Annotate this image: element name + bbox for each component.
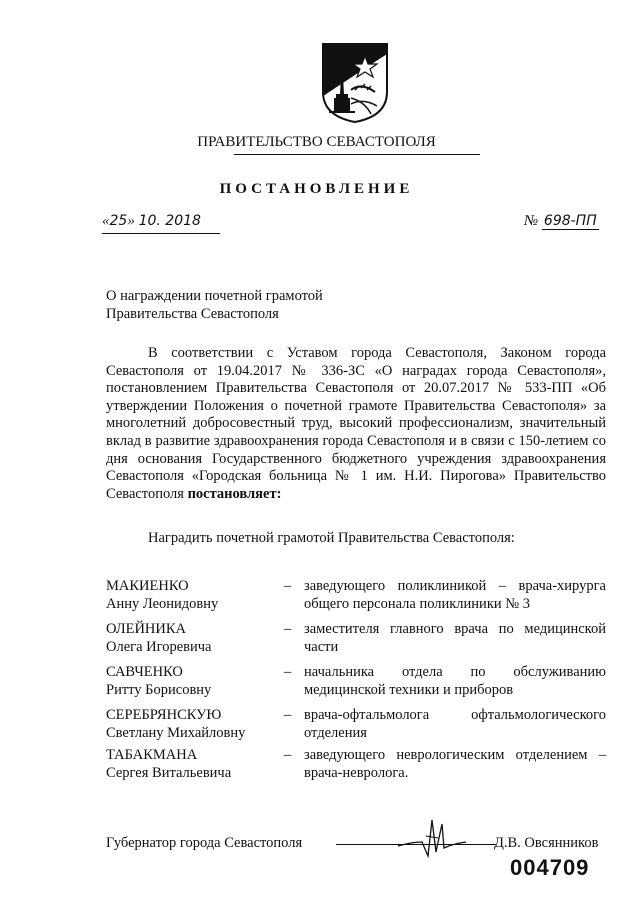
decision-colon: : <box>276 485 282 502</box>
date-open-quote: « <box>102 213 110 229</box>
recipient-row <box>106 578 606 614</box>
recipient-given-names: Олега Игоревича <box>106 638 212 655</box>
government-name: ПРАВИТЕЛЬСТВО СЕВАСТОПОЛЯ <box>197 134 436 150</box>
document-date <box>102 213 220 234</box>
recipient-row <box>106 747 606 783</box>
recipient-surname: МАКИЕНКО <box>106 578 189 594</box>
recipient-name <box>106 578 276 613</box>
recipient-dash: – <box>284 578 292 594</box>
handwritten-signature-icon <box>392 812 472 862</box>
recipient-row <box>106 707 606 743</box>
recipient-row <box>106 664 606 700</box>
document-number <box>524 213 608 233</box>
recipient-position: заведующего поликлиникой – врача-хирурга общего персонала поликлиники № 3 <box>304 578 606 612</box>
coat-of-arms-icon <box>321 42 389 124</box>
subject-block <box>106 287 406 323</box>
recipient-name <box>106 707 276 742</box>
recipient-position: начальника отдела по обслуживанию медицинской техники и приборов <box>304 664 606 698</box>
government-underline <box>234 154 480 155</box>
signatory-name: Д.В. Овсянников <box>494 835 599 851</box>
preamble-text: В соответствии с Уставом города Севастополя, Законом города Севастополя от 19.04.2017 № 336-ЗС «О наградах города Севастополя», постановлением Правительства Севастополя от 20.07.2017 № 533-ПП «Об утверждении Положения о почетной грамоте Правительства Севастополя» за многолетний добросовестный труд, высокий профессионализм, значительный вклад в развитие здравоохранения города Севастополя и в связи с 150-летием со дня основания Государственного бюджетного учреждения здравоохранения Севастополя «Городская больница № 1 им. Н.И. Пирогова» Правительство Севастополя <box>106 345 606 502</box>
date-month-year: 10. 2018 <box>138 213 201 229</box>
recipient-row <box>106 621 606 657</box>
serial-number: 004709 <box>510 855 590 880</box>
number-label: № <box>524 213 539 229</box>
recipient-given-names: Анну Леонидовну <box>106 595 219 612</box>
recipient-dash: – <box>284 707 292 723</box>
recipient-position: заместителя главного врача по медицинской части <box>304 621 606 655</box>
subject-line-2: Правительства Севастополя <box>106 306 279 322</box>
recipient-position: заведующего неврологическим отделением – врача-невролога. <box>304 747 606 781</box>
recipient-name <box>106 664 276 699</box>
date-close-quote: » <box>127 213 135 229</box>
recipient-dash: – <box>284 747 292 763</box>
document-type-title: ПОСТАНОВЛЕНИЕ <box>219 181 414 197</box>
recipient-surname: ТАБАКМАНА <box>106 747 198 763</box>
signatory-title: Губернатор города Севастополя <box>106 835 303 851</box>
subject-line-1: О награждении почетной грамотой <box>106 288 323 304</box>
recipient-dash: – <box>284 664 292 680</box>
decision-word: постановляет <box>187 485 277 502</box>
recipient-name <box>106 747 276 782</box>
recipient-surname: ОЛЕЙНИКА <box>106 621 186 637</box>
recipient-given-names: Сергея Витальевича <box>106 764 232 781</box>
recipient-name <box>106 621 276 656</box>
recipient-given-names: Ритту Борисовну <box>106 681 212 698</box>
award-intro: Наградить почетной грамотой Правительства Севастополя: <box>148 530 515 546</box>
preamble-paragraph <box>106 345 606 503</box>
recipient-position: врача-офтальмолога офтальмологического отделения <box>304 707 606 741</box>
number-value: 698-ПП <box>543 213 597 229</box>
recipient-surname: САВЧЕНКО <box>106 664 183 680</box>
date-day: 25 <box>109 213 128 229</box>
recipient-given-names: Светлану Михайловну <box>106 724 246 741</box>
recipient-surname: СЕРЕБРЯНСКУЮ <box>106 707 222 723</box>
recipient-dash: – <box>284 621 292 637</box>
